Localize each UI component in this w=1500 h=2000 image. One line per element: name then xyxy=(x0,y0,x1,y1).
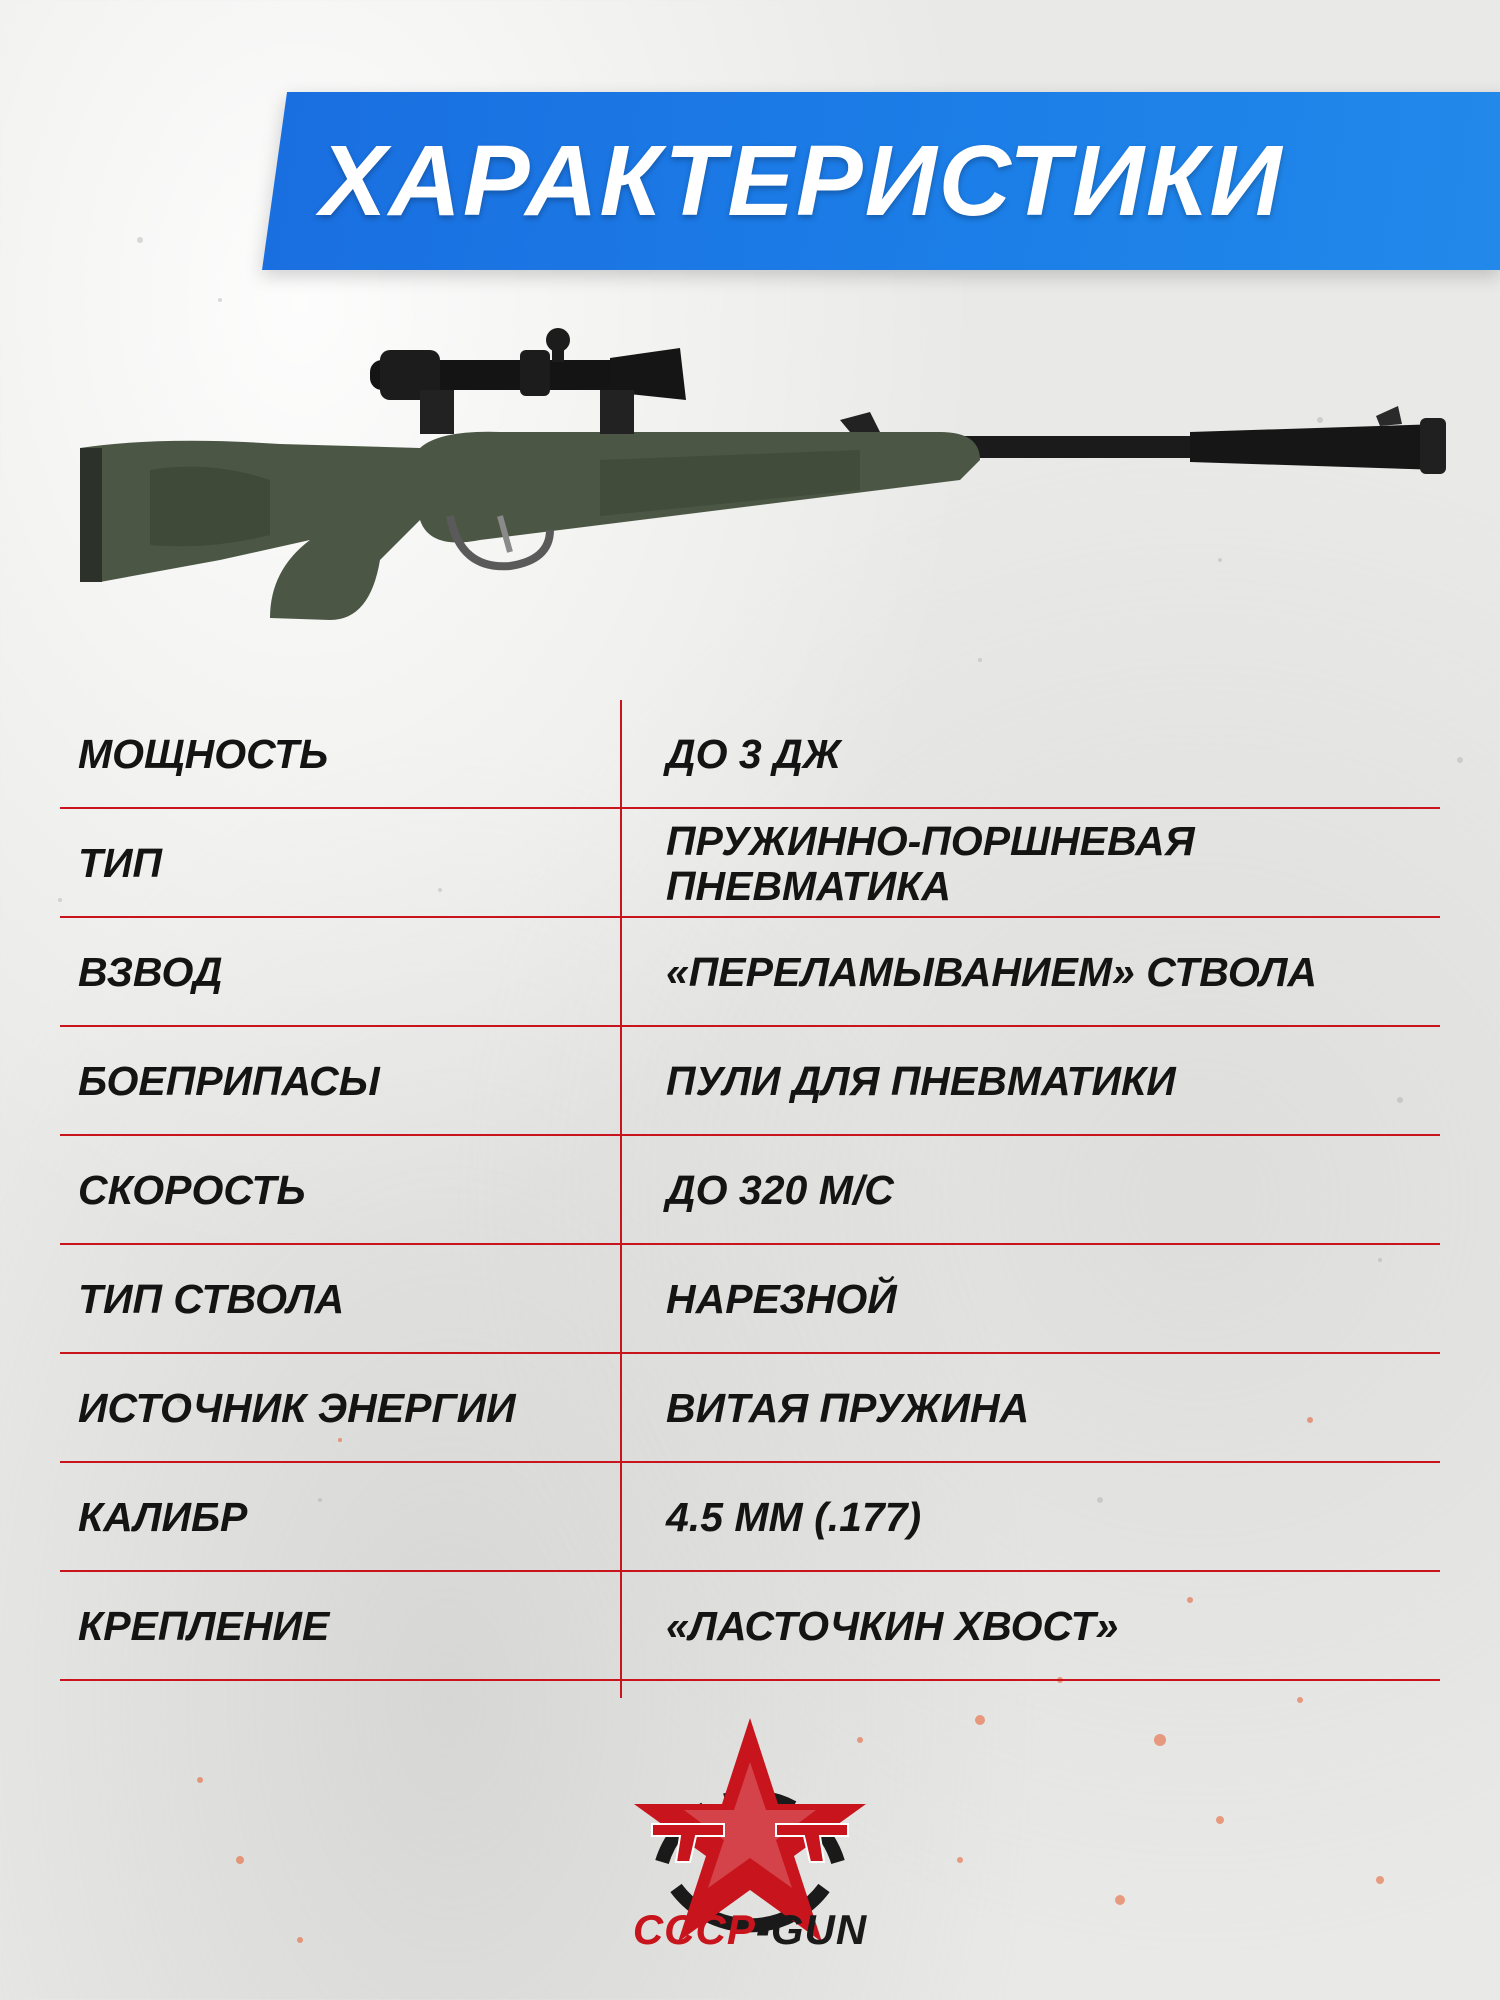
page-title: ХАРАКТЕРИСТИКИ xyxy=(320,124,1284,237)
table-row xyxy=(60,1027,1440,1136)
spec-value: «ПЕРЕЛАМЫВАНИЕМ» СТВОЛА xyxy=(666,949,1318,996)
spec-value: ВИТАЯ ПРУЖИНА xyxy=(666,1385,1030,1432)
spec-value: «ЛАСТОЧКИН ХВОСТ» xyxy=(666,1603,1119,1650)
spec-label: ТИП СТВОЛА xyxy=(78,1276,345,1323)
brand-name xyxy=(560,1906,940,1954)
spec-label: КАЛИБР xyxy=(78,1494,248,1541)
table-row xyxy=(60,1354,1440,1463)
table-row xyxy=(60,809,1440,918)
table-row xyxy=(60,1463,1440,1572)
table-row xyxy=(60,1245,1440,1354)
table-row xyxy=(60,918,1440,1027)
spec-value: 4.5 ММ (.177) xyxy=(666,1494,922,1541)
spec-value: НАРЕЗНОЙ xyxy=(666,1276,897,1323)
spec-label: БОЕПРИПАСЫ xyxy=(78,1058,380,1105)
spec-label: СКОРОСТЬ xyxy=(78,1167,306,1214)
table-row xyxy=(60,1136,1440,1245)
brand-name-part2: -GUN xyxy=(755,1906,868,1953)
spec-label: ТИП xyxy=(78,840,163,887)
specs-table xyxy=(60,700,1440,1681)
spec-value: ПУЛИ ДЛЯ ПНЕВМАТИКИ xyxy=(666,1058,1176,1105)
table-row xyxy=(60,1572,1440,1681)
spec-value: ДО 320 М/С xyxy=(666,1167,894,1214)
air-rifle-icon xyxy=(80,320,1460,620)
spec-value: ПРУЖИННО-ПОРШНЕВАЯ ПНЕВМАТИКА xyxy=(666,818,1195,909)
spec-label: ИСТОЧНИК ЭНЕРГИИ xyxy=(78,1385,516,1432)
spec-label: ВЗВОД xyxy=(78,949,223,996)
spec-label: КРЕПЛЕНИЕ xyxy=(78,1603,330,1650)
spec-label: МОЩНОСТЬ xyxy=(78,731,329,778)
spec-value: ДО 3 ДЖ xyxy=(666,731,841,778)
brand-name-part1: СССР xyxy=(632,1906,756,1953)
table-row xyxy=(60,700,1440,809)
